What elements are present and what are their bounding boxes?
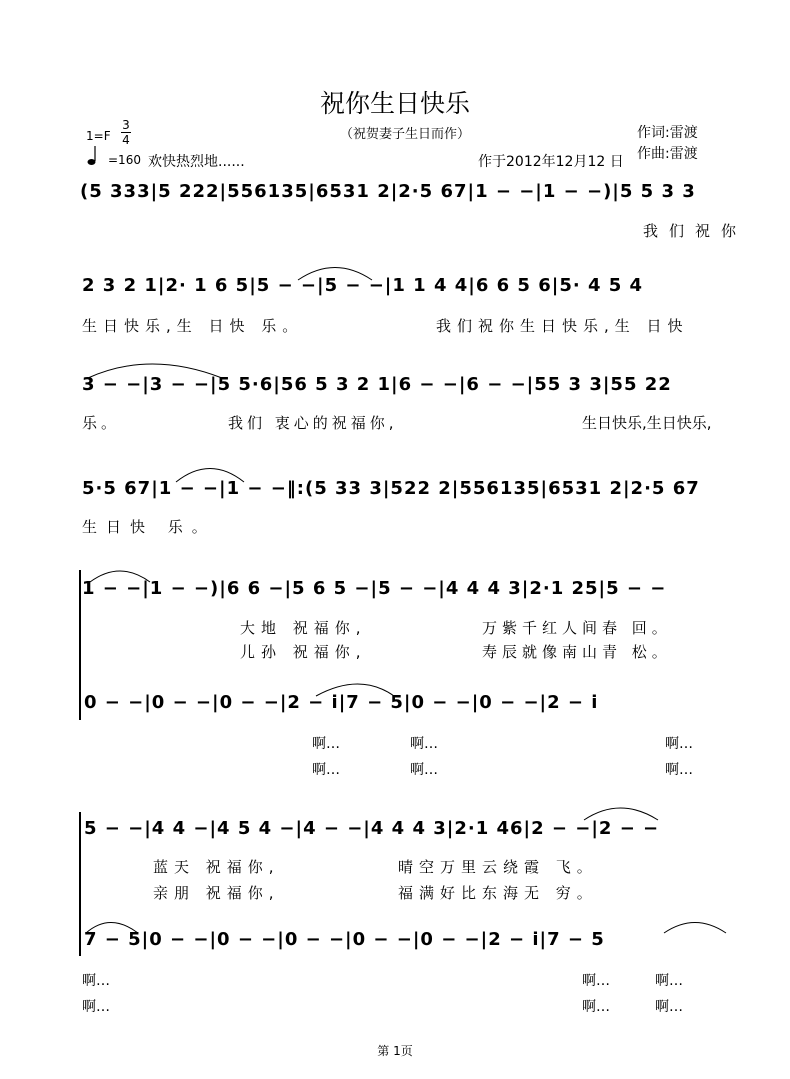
notation-row: 0 − −|0 − −|0 − −|2 − i|7 − 5|0 − −|0 − −|2 − i: [84, 692, 599, 713]
lyric-line: 我们祝你: [643, 222, 748, 240]
notation-row: 1 − −|1 − −)|6 6 −|5 6 5 −|5 − −|4 4 4 3|2·1 25|5 − −: [82, 578, 667, 599]
meter-denominator: 4: [122, 133, 130, 147]
tempo-marking: =160: [108, 153, 141, 167]
lyric-line: 生日快乐,生日快乐,: [582, 414, 712, 432]
lyric-line: 晴空万里云绕霞 飞。: [398, 858, 598, 876]
composer-credit: 作曲:雷渡: [637, 146, 698, 162]
slur: [86, 923, 138, 934]
lyric-line: 我们 衷心的祝福你,: [228, 414, 398, 432]
lyric-line: 啊…: [582, 973, 610, 989]
notation-row: 5 − −|4 4 −|4 5 4 −|4 − −|4 4 4 3|2·1 46|2 − −|2 − −: [84, 818, 660, 839]
lyric-line: 啊…: [655, 973, 683, 989]
notation-row: 3 − −|3 − −|5 5·6|56 5 3 2 1|6 − −|6 − −|55 3 3|55 22: [82, 374, 672, 395]
slur: [316, 684, 394, 696]
lyric-line: 我们祝你生日快乐,生 日快: [436, 317, 689, 335]
lyric-line: 蓝天 祝福你,: [153, 858, 280, 876]
lyric-line: 啊…: [655, 999, 683, 1015]
slur: [664, 923, 726, 934]
slur: [176, 469, 244, 483]
lyric-line: 乐。: [82, 414, 121, 432]
lyric-line: 啊…: [410, 762, 438, 778]
lyric-line: 大地 祝福你,: [240, 619, 367, 637]
composition-date: 作于2012年12月12 日: [478, 154, 624, 170]
lyric-line: 亲朋 祝福你,: [153, 884, 280, 902]
subtitle: （祝贺妻子生日而作）: [340, 127, 471, 142]
lyric-line: 啊…: [312, 762, 340, 778]
notation-row: 7 − 5|0 − −|0 − −|0 − −|0 − −|0 − −|2 − i|7 − 5: [84, 929, 605, 950]
meter-numerator: 3: [122, 118, 130, 132]
notation-row: (5 333|5 222|556135|6531 2|2·5 67|1 − −|1 − −)|5 5 3 3: [80, 181, 696, 202]
lyric-line: 儿孙 祝福你,: [240, 643, 367, 661]
lyric-line: 万紫千红人间春 回。: [482, 619, 672, 637]
lyric-line: 福满好比东海无 穷。: [398, 884, 598, 902]
expression-marking: 欢快热烈地......: [148, 154, 245, 170]
slur: [88, 364, 222, 378]
lyric-line: 寿辰就像南山青 松。: [482, 643, 672, 661]
lyric-line: 啊…: [665, 736, 693, 752]
lyric-line: 啊…: [582, 999, 610, 1015]
lyric-line: 啊…: [312, 736, 340, 752]
lyric-line: 生日快乐,生 日快 乐。: [82, 317, 304, 335]
slur: [90, 571, 150, 582]
slur: [298, 268, 372, 281]
notation-row: 2 3 2 1|2· 1 6 5|5 − −|5 − −|1 1 4 4|6 6 5 6|5· 4 5 4: [82, 275, 644, 296]
lyric-line: 啊…: [665, 762, 693, 778]
key-signature: 1=F: [86, 129, 111, 143]
notation-row: 5·5 67|1 − −|1 − −‖:(5 33 3|522 2|556135|6531 2|2·5 67: [82, 478, 700, 499]
lyric-line: 啊…: [82, 973, 110, 989]
lyric-line: 啊…: [410, 736, 438, 752]
page-number: 第 1页: [377, 1044, 413, 1058]
lyric-line: 生日快 乐。: [82, 518, 216, 536]
song-title: 祝你生日快乐: [319, 89, 470, 118]
slur: [584, 808, 658, 820]
lyric-line: 啊…: [82, 999, 110, 1015]
lyricist-credit: 作词:雷渡: [637, 125, 698, 141]
